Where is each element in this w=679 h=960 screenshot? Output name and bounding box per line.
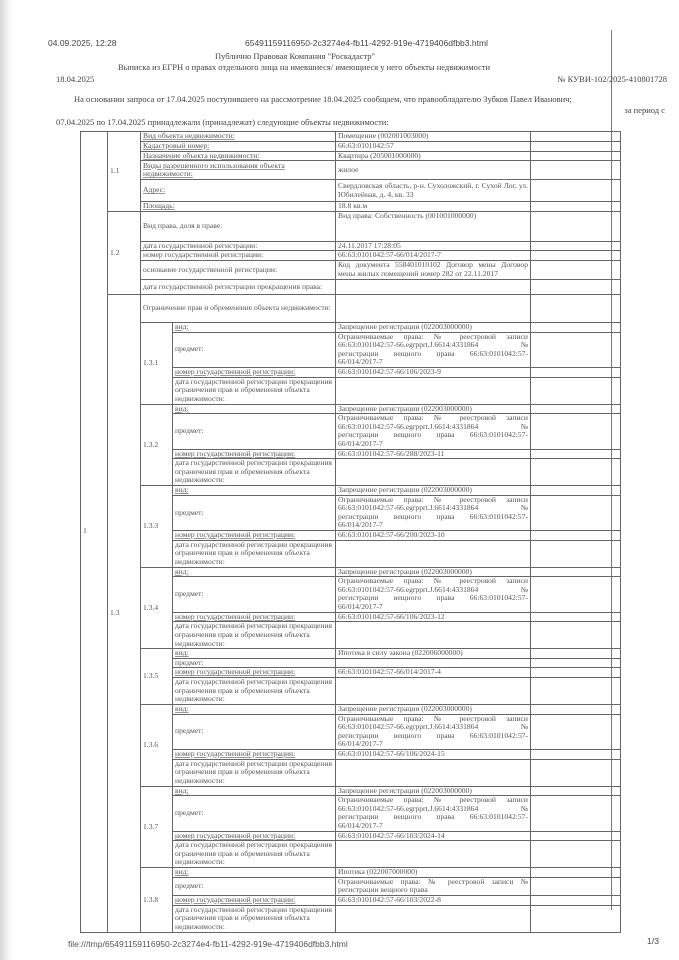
restriction-data-label: дата государственной регистрации прекращения ограничения прав и обременения объекта недвижимости: [173,622,336,649]
table-row [81,132,621,142]
restriction-data-label: дата государственной регистрации прекращения ограничения прав и обременения объекта недвижимости: [173,678,336,705]
restriction-vid-label: вид: [173,322,336,332]
restriction-predmet-value: Ограничиваемые права: № реестровой записи 66:63:0101042:57-66.egrpprt.J.6614:4331864 № регистрации вещного права 66:63:0101042:57-66/014/2017-7 [336,714,531,749]
empty-cell [531,678,621,705]
restriction-predmet-value: Ограничиваемые права: № реестровой записи 66:63:0101042:57-66.egrpprt.J.6614:4331864 № регистрации вещного права 66:63:0101042:57-66/014/2017-7 [336,495,531,530]
restriction-predmet-label: предмет: [173,877,336,895]
restriction-predmet-label: предмет: [173,332,336,367]
field-value: 66:63:0101042:57-66/014/2017-7 [336,251,531,261]
restriction-data-value [336,678,531,705]
doc-number: № КУВИ-102/2025-410801728 [557,74,667,84]
table-row [81,202,621,212]
empty-cell [531,577,621,612]
doc-organization: Публично Правовая Компания "Роскадастр" [215,51,376,61]
restriction-vid-label: вид: [173,567,336,577]
restriction-nomer-label: номер государственной регистрации: [173,895,336,905]
empty-cell [531,202,621,212]
table-row [81,251,621,261]
restriction-vid-label: вид: [173,705,336,715]
section-number: 1.3 [108,294,141,932]
table-row [81,486,621,496]
field-value: Вид права: Собственность (001001000000) [336,211,531,241]
table-row [81,142,621,152]
table-row [81,151,621,161]
restriction-data-value [336,622,531,649]
empty-cell [531,831,621,841]
table-row [81,404,621,414]
restriction-predmet-value [336,658,531,668]
empty-cell [531,658,621,668]
field-label: Адрес: [141,180,336,202]
restriction-nomer-label: номер государственной регистрации: [173,449,336,459]
restriction-vid-value: Запрещение регистрации (022003000000) [336,322,531,332]
print-datetime: 04.09.2025, 12:28 [48,38,117,48]
restriction-nomer-label: номер государственной регистрации: [173,668,336,678]
restriction-number: 1.3.2 [141,404,173,486]
empty-cell [531,567,621,577]
restriction-number: 1.3.1 [141,322,173,404]
restriction-predmet-value: Ограничиваемые права: № реестровой записи 66:63:0101042:57-66.egrpprt.J.6614:4331864 № регистрации вещного права 66:63:0101042:57-66/014/2017-7 [336,414,531,449]
restriction-vid-value: Запрещение регистрации (022003000000) [336,404,531,414]
restriction-vid-value: Запрещение регистрации (022003000000) [336,486,531,496]
empty-cell [531,211,621,241]
empty-cell [531,486,621,496]
field-value: 18.8 кв.м [336,202,531,212]
footer-page-number: 1/3 [647,936,659,946]
field-value: Помещение (002001003000) [336,132,531,142]
empty-cell [531,895,621,905]
field-label: дата государственной регистрации прекращения права: [141,279,336,294]
table-row [81,211,621,241]
restriction-vid-label: вид: [173,486,336,496]
empty-cell [531,531,621,541]
empty-cell [531,151,621,161]
restriction-data-label: дата государственной регистрации прекращения ограничения прав и обременения объекта недвижимости: [173,905,336,932]
empty-cell [531,540,621,567]
empty-cell [531,877,621,895]
restriction-predmet-value: Ограничиваемые права: № реестровой записи 66:63:0101042:57-66.egrpprt.J.6614:4331864 № регистрации вещного права 66:63:0101042:57-66/014/2017-7 [336,332,531,367]
restriction-vid-label: вид: [173,786,336,796]
empty-cell [531,459,621,486]
empty-cell [531,377,621,404]
restriction-nomer-label: номер государственной регистрации: [173,831,336,841]
doc-intro-period: за период с [624,105,665,115]
property-table [80,131,621,933]
empty-cell [531,367,621,377]
empty-cell [531,759,621,786]
restriction-data-value [336,459,531,486]
restriction-vid-value: Ипотека (022007000000) [336,868,531,878]
restriction-data-label: дата государственной регистрации прекращения ограничения прав и обременения объекта недвижимости: [173,377,336,404]
empty-cell [531,251,621,261]
restriction-vid-value: Запрещение регистрации (022003000000) [336,786,531,796]
empty-cell [531,332,621,367]
empty-cell [531,841,621,868]
field-value [336,279,531,294]
restrictions-header: Ограничение прав и обременение объекта недвижимости: [141,294,336,322]
empty-cell [531,796,621,831]
section-number: 1.2 [108,211,141,294]
table-row [81,322,621,332]
footer-file-path: file:///tmp/65491159116950-2c3274e4-fb11-4292-919e-4719406dfbb3.html [68,939,348,949]
table-row [81,180,621,202]
restriction-number: 1.3.4 [141,567,173,649]
field-label: Вид объекта недвижимости: [141,132,336,142]
empty-cell [531,786,621,796]
field-label: Вид права, доля в праве: [141,211,336,241]
table-row [81,567,621,577]
restriction-nomer-value: 66:63:0101042:57-66/106/2023-12 [336,612,531,622]
table-row [81,294,621,322]
restriction-nomer-value: 66:63:0101042:57-66/288/2023-11 [336,449,531,459]
table-row [81,868,621,878]
restriction-data-value [336,540,531,567]
restriction-nomer-label: номер государственной регистрации: [173,612,336,622]
restriction-data-value [336,905,531,932]
field-value: Свердловская область, р-н. Сухоложский, г. Сухой Лог, ул. Юбилейная, д. 4, кв. 33 [336,180,531,202]
table-row [81,161,621,180]
restriction-data-label: дата государственной регистрации прекращения ограничения прав и обременения объекта недвижимости: [173,459,336,486]
restriction-number: 1.3.7 [141,786,173,868]
restriction-predmet-label: предмет: [173,714,336,749]
empty-cell [531,322,621,332]
restriction-predmet-label: предмет: [173,414,336,449]
print-filename: 65491159116950-2c3274e4-fb11-4292-919e-4719406dfbb3.html [245,38,488,48]
restriction-vid-label: вид: [173,868,336,878]
restriction-nomer-value: 66:63:0101042:57-66/106/2024-15 [336,749,531,759]
empty-cell [531,279,621,294]
field-label: Кадастровый номер: [141,142,336,152]
restriction-nomer-label: номер государственной регистрации: [173,531,336,541]
empty-cell [531,260,621,279]
field-value: 66:63:0101042:57 [336,142,531,152]
empty-cell [531,649,621,659]
restriction-number: 1.3.3 [141,486,173,568]
field-value: жилое [336,161,531,180]
restriction-data-label: дата государственной регистрации прекращения ограничения прав и обременения объекта недвижимости: [173,759,336,786]
empty-cell [531,705,621,715]
field-label: основание государственной регистрации: [141,260,336,279]
empty-cell [531,132,621,142]
restriction-data-value [336,759,531,786]
empty-cell [531,449,621,459]
scan-edge [0,0,14,960]
table-row [81,279,621,294]
empty-cell [531,180,621,202]
section-number: 1.1 [108,132,141,212]
field-label: Назначение объекта недвижимости: [141,151,336,161]
restriction-predmet-label: предмет: [173,796,336,831]
restriction-predmet-value: Ограничиваемые права: № реестровой записи 66:63:0101042:57-66.egrpprt.J.6614:4331864 № регистрации вещного права 66:63:0101042:57-66/014/2017-7 [336,796,531,831]
field-value: Квартира (205001000000) [336,151,531,161]
restriction-predmet-label: предмет: [173,577,336,612]
field-value: 24.11.2017 17:28:05 [336,241,531,251]
restriction-nomer-value: 66:63:0101042:57-66/103/2022-8 [336,895,531,905]
restriction-data-label: дата государственной регистрации прекращения ограничения прав и обременения объекта недвижимости: [173,540,336,567]
empty-cell [336,294,531,322]
empty-cell [531,668,621,678]
restriction-data-label: дата государственной регистрации прекращения ограничения прав и обременения объекта недвижимости: [173,841,336,868]
empty-cell [531,868,621,878]
restriction-nomer-label: номер государственной регистрации: [173,367,336,377]
empty-cell [531,241,621,251]
restriction-vid-value: Запрещение регистрации (022003000000) [336,567,531,577]
empty-cell [531,905,621,932]
restriction-number: 1.3.6 [141,705,173,787]
restriction-predmet-label: предмет: [173,658,336,668]
field-value: Код документа 558401010102 Договор мены Договор мены жилых помещений номер 282 от 22.11.2017 [336,260,531,279]
empty-cell [531,612,621,622]
restriction-vid-value: Ипотека в силу закона (022006000000) [336,649,531,659]
table-row [81,786,621,796]
restriction-vid-value: Запрещение регистрации (022003000000) [336,705,531,715]
empty-cell [531,622,621,649]
empty-cell [531,294,621,322]
object-number: 1 [81,132,108,933]
doc-date: 18.04.2025 [56,74,95,84]
restriction-predmet-label: предмет: [173,495,336,530]
table-row [81,649,621,659]
table-row [81,705,621,715]
restriction-data-value [336,377,531,404]
restriction-number: 1.3.8 [141,868,173,932]
restriction-nomer-value: 66:63:0101042:57-66/103/2024-14 [336,831,531,841]
doc-title: Выписка из ЕГРН о правах отдельного лица на имевшиеся/ имеющиеся у него объекты недвижимости [118,62,491,72]
restriction-vid-label: вид: [173,404,336,414]
restriction-predmet-value: Ограничиваемые права: № реестровой записи № регистрации вещного права [336,877,531,895]
field-label: номер государственной регистрации: [141,251,336,261]
field-label: дата государственной регистрации: [141,241,336,251]
empty-cell [531,749,621,759]
restriction-nomer-value: 66:63:0101042:57-66/106/2023-9 [336,367,531,377]
empty-cell [531,714,621,749]
empty-cell [531,414,621,449]
restriction-nomer-value: 66:63:0101042:57-66/014/2017-4 [336,668,531,678]
field-label: Площадь: [141,202,336,212]
restriction-vid-label: вид: [173,649,336,659]
empty-cell [531,142,621,152]
field-label: Виды разрешенного использования объекта недвижимости: [141,161,336,180]
restriction-number: 1.3.5 [141,649,173,705]
restriction-predmet-value: Ограничиваемые права: № реестровой записи 66:63:0101042:57-66.egrpprt.J.6614:4331864 № регистрации вещного права 66:63:0101042:57-66/014/2017-7 [336,577,531,612]
table-row [81,260,621,279]
doc-intro-line1: На основании запроса от 17.04.2025 поступившего на рассмотрение 18.04.2025 сообщаем, что правообладателю Зубков Павел Иванович; [74,94,572,104]
empty-cell [531,404,621,414]
restriction-nomer-value: 66:63:0101042:57-66/200/2023-10 [336,531,531,541]
empty-cell [531,495,621,530]
table-row [81,241,621,251]
empty-cell [531,161,621,180]
restriction-data-value [336,841,531,868]
doc-intro-line2: 07.04.2025 по 17.04.2025 принадлежали (принадлежат) следующие объекты недвижимости: [56,117,389,127]
restriction-nomer-label: номер государственной регистрации: [173,749,336,759]
